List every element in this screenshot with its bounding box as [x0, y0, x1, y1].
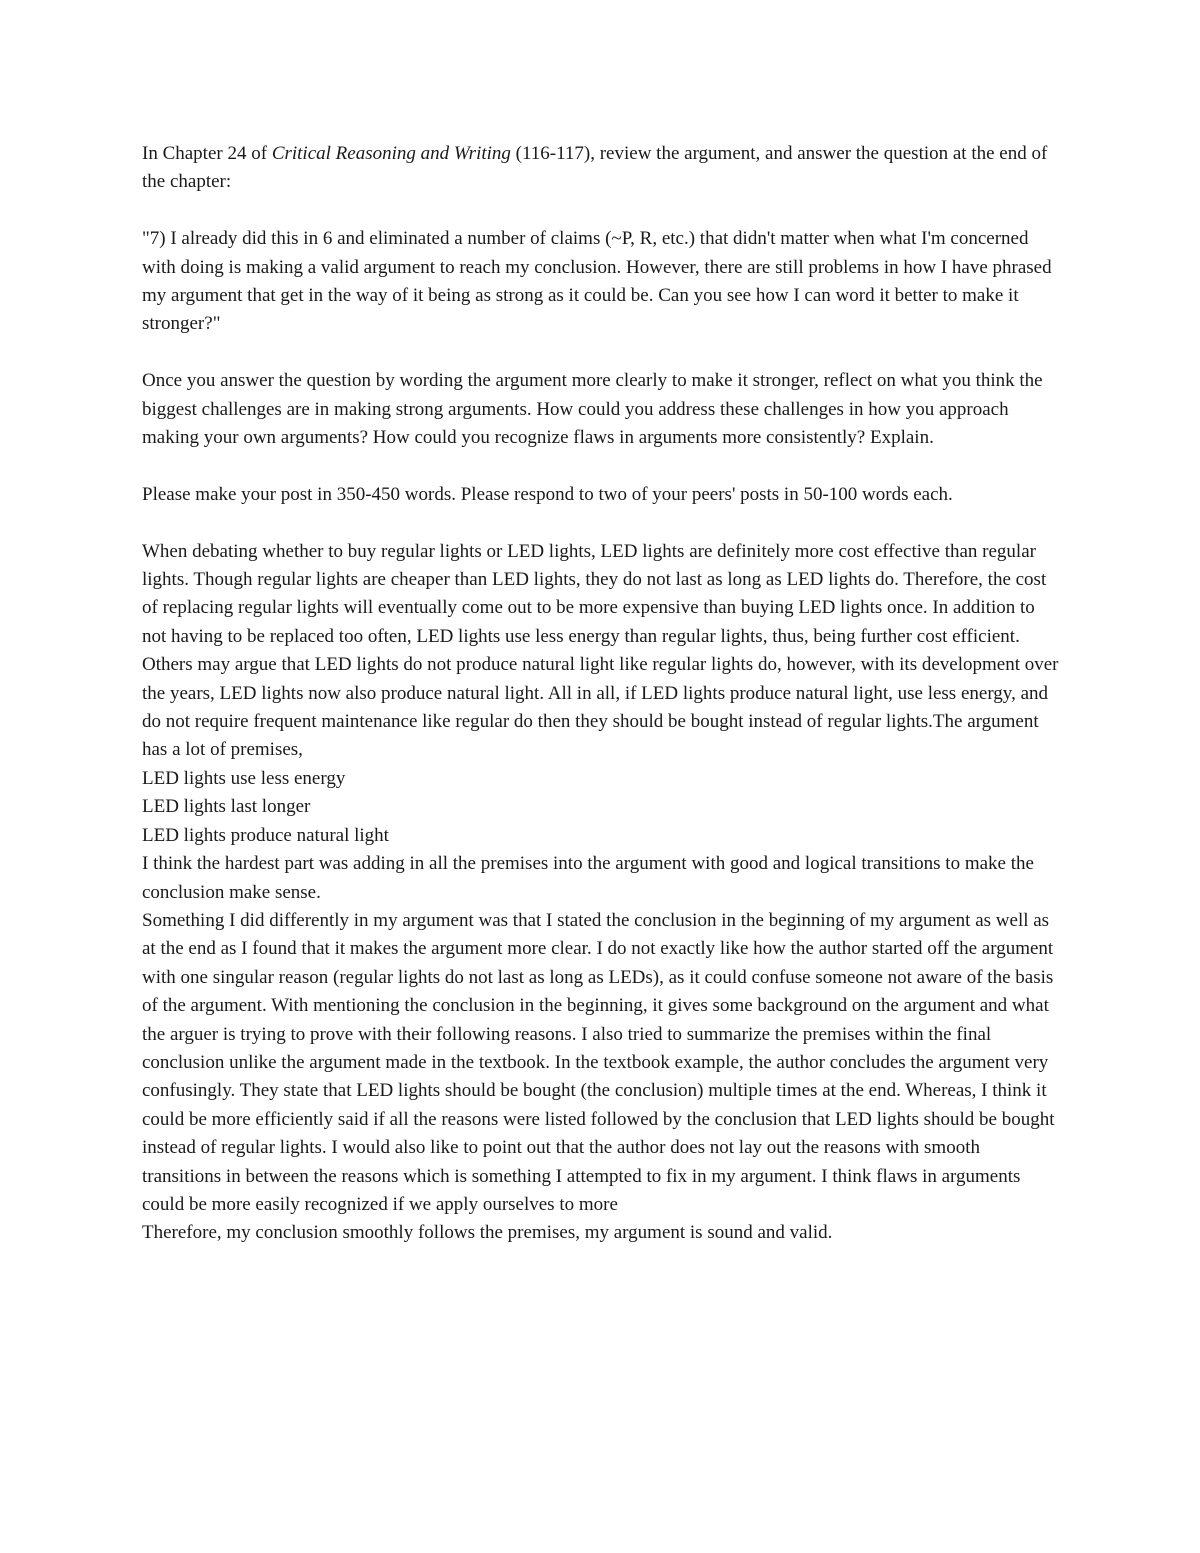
premise-item: LED lights use less energy — [142, 767, 346, 789]
word-count-instructions: Please make your post in 350-450 words. Please respond to two of your peers' posts in 50-100 words each. — [142, 483, 953, 505]
intro-text-start: In Chapter 24 of — [142, 143, 272, 164]
chapter-question-quote: "7) I already did this in 6 and eliminated a number of claims (~P, R, etc.) that didn't matter when what I'm concerned with doing is making a valid argument to reach my conclusion. However, there are still problems in how I have phrased my argument that get in the way of it being as strong as it could be. Can you see how I can word it better to make it stronger?" — [142, 228, 1052, 335]
assignment-intro — [142, 140, 1062, 197]
premise-item: LED lights last longer — [142, 796, 311, 818]
reflection-instructions: Once you answer the question by wording the argument more clearly to make it stronger, reflect on what you think the biggest challenges are in making strong arguments. How could you address these challenges in how you approach making your own arguments? How could you recognize flaws in arguments more consistently? Explain. — [142, 370, 1043, 449]
reflection-paragraph: Something I did differently in my argument was that I stated the conclusion in the beginning of my argument as well as at the end as I found that it makes the argument more clear. I do not exactly like how the author started off the argument with one singular reason (regular lights do not last as long as LEDs), as it could confuse someone not aware of the basis of the argument. With mentioning the conclusion in the beginning, it gives some background on the argument and what the arguer is trying to prove with their following reasons. I also tried to summarize the premises within the final conclusion unlike the argument made in the textbook. In the textbook example, the author concludes the argument very confusingly. They state that LED lights should be bought (the conclusion) multiple times at the end. Whereas, I think it could be more efficiently said if all the reasons were listed followed by the conclusion that LED lights should be bought instead of regular lights. I would also like to point out that the author does not lay out the reasons with smooth transitions in between the reasons which is something I attempted to fix in my argument. I think flaws in arguments could be more easily recognized if we apply ourselves to more — [142, 909, 1055, 1215]
premise-item: LED lights produce natural light — [142, 824, 389, 846]
document-page — [142, 140, 1062, 1248]
intro-text-end: (116-117), review the argument, and answer the question at the end of the chapter: — [142, 143, 1048, 193]
rewritten-argument: When debating whether to buy regular lights or LED lights, LED lights are definitely more cost effective than regular lights. Though regular lights are cheaper than LED lights, they do not last as long as LED lights do. Therefore, the cost of replacing regular lights will eventually come out to be more expensive than buying LED lights once. In addition to not having to be replaced too often, LED lights use less energy than regular lights, thus, being further cost efficient. Others may argue that LED lights do not produce natural light like regular lights do, however, with its development over the years, LED lights now also produce natural light. All in all, if LED lights produce natural light, use less energy, and do not require frequent maintenance like regular do then they should be bought instead of regular lights.The argument has a lot of premises, — [142, 540, 1059, 761]
book-title: Critical Reasoning and Writing — [271, 143, 511, 164]
hardest-part-paragraph: I think the hardest part was adding in all the premises into the argument with good and logical transitions to make the conclusion make sense. — [142, 853, 1034, 903]
closing-sentence: Therefore, my conclusion smoothly follows the premises, my argument is sound and valid. — [142, 1222, 833, 1244]
